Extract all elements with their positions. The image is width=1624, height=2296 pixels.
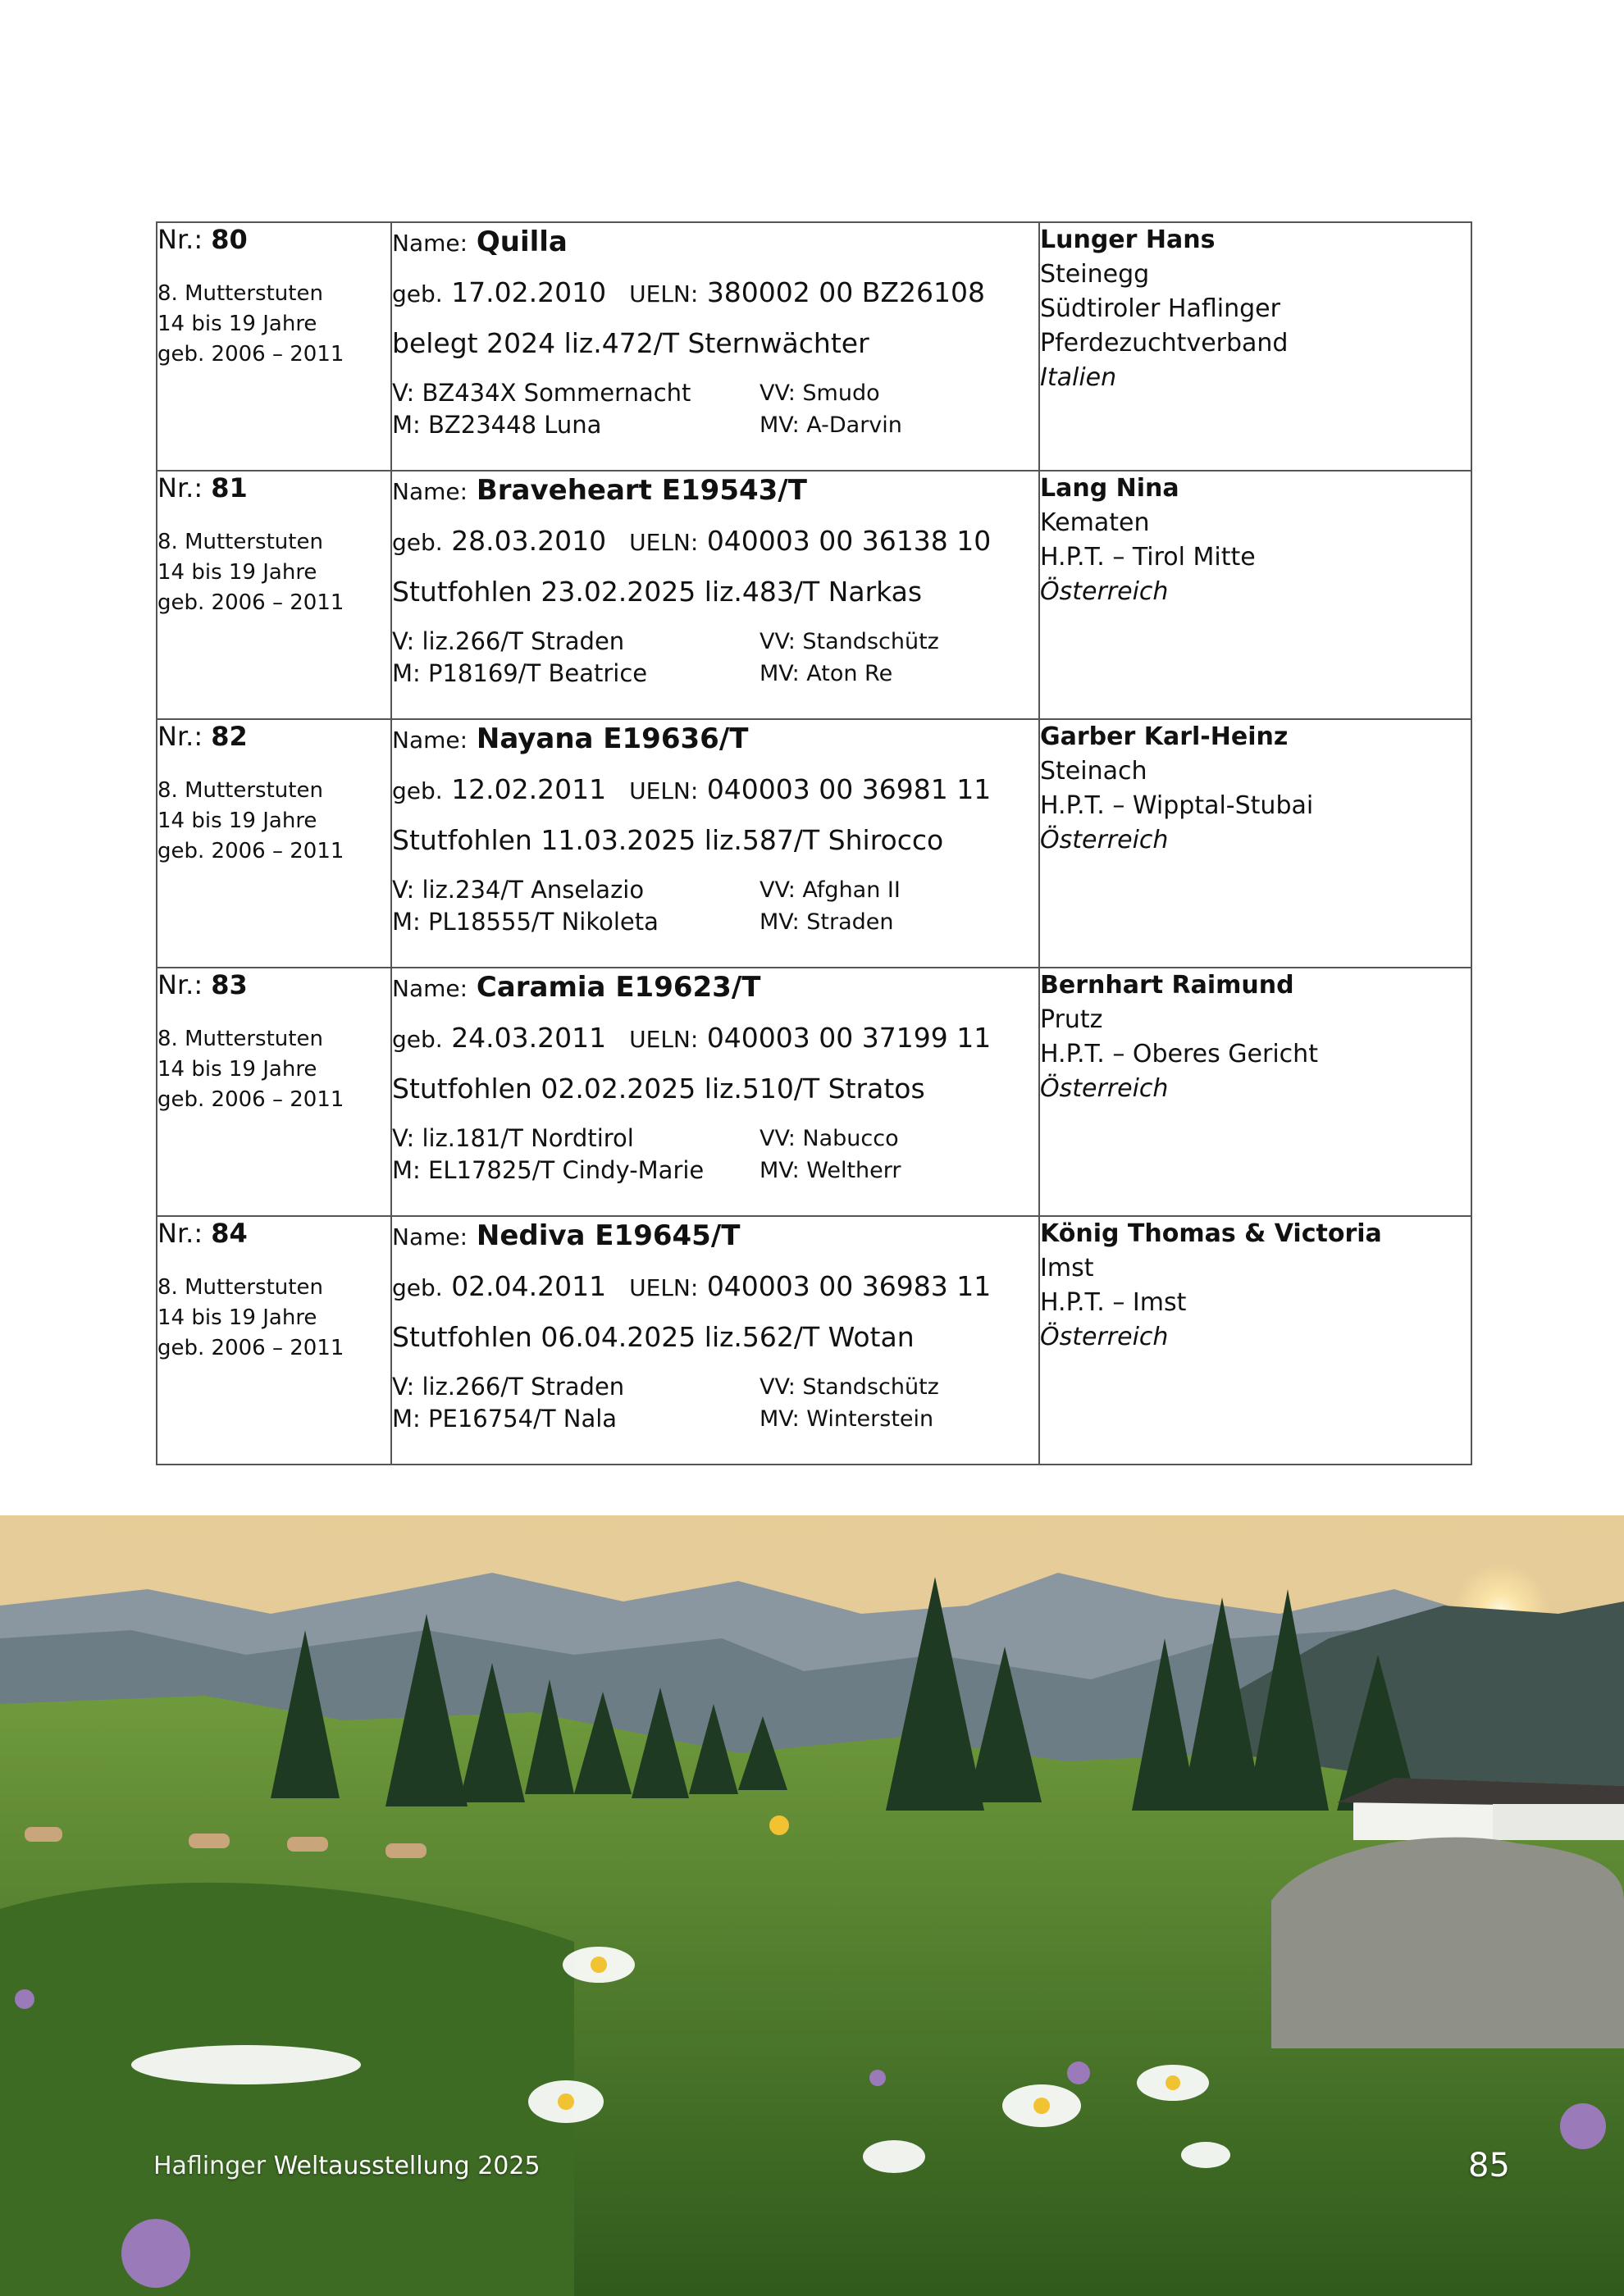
birth-date: 24.03.2011	[451, 1022, 607, 1054]
dam: M: P18169/T Beatrice	[392, 659, 648, 687]
sire-sire: VV: Standschütz	[760, 1374, 939, 1400]
class-line: geb. 2006 – 2011	[157, 1336, 344, 1360]
geb-label: geb.	[392, 529, 443, 556]
sire: V: liz.234/T Anselazio	[392, 876, 645, 904]
class-line: geb. 2006 – 2011	[157, 590, 344, 615]
owner-cell	[1039, 719, 1471, 968]
geb-label: geb.	[392, 1026, 443, 1053]
entry-number-cell	[157, 968, 391, 1216]
horse-name: Braveheart E19543/T	[476, 474, 807, 507]
class-line: geb. 2006 – 2011	[157, 839, 344, 863]
horse-details-cell	[391, 719, 1039, 968]
nr-label: Nr.:	[157, 721, 203, 752]
class-line: 8. Mutterstuten	[157, 1275, 323, 1300]
dam-sire: MV: Aton Re	[760, 661, 893, 686]
horse-name: Nediva E19645/T	[476, 1219, 741, 1252]
nr-label: Nr.:	[157, 969, 203, 1000]
owner-cell	[1039, 1216, 1471, 1465]
ueln-label: UELN:	[629, 280, 699, 308]
birth-date: 02.04.2011	[451, 1270, 607, 1302]
breeding-status: Stutfohlen 23.02.2025 liz.483/T Narkas	[392, 576, 923, 608]
geb-label: geb.	[392, 280, 443, 308]
entry-number	[157, 223, 390, 256]
horse-name-line	[392, 472, 1038, 511]
table-row	[157, 968, 1471, 1216]
dam: M: PL18555/T Nikoleta	[392, 908, 659, 936]
birth-ueln-line	[392, 522, 1038, 562]
class-line: 14 bis 19 Jahre	[157, 1057, 317, 1082]
entry-number	[157, 720, 390, 753]
ueln-number: 040003 00 36138 10	[706, 525, 992, 557]
sire-sire: VV: Smudo	[760, 380, 880, 406]
entry-class	[157, 279, 390, 370]
table-row	[157, 719, 1471, 968]
birth-ueln-line	[392, 274, 1038, 313]
ueln-label: UELN:	[629, 1274, 699, 1301]
class-line: geb. 2006 – 2011	[157, 342, 344, 367]
dam-sire: MV: Straden	[760, 909, 894, 935]
owner-address-line: H.P.T. – Tirol Mitte	[1040, 543, 1256, 572]
birth-date: 17.02.2010	[451, 276, 607, 308]
sire: V: liz.266/T Straden	[392, 627, 625, 655]
ueln-label: UELN:	[629, 777, 699, 804]
breeding-status: Stutfohlen 02.02.2025 liz.510/T Stratos	[392, 1073, 925, 1105]
class-line: 8. Mutterstuten	[157, 1027, 323, 1051]
pedigree	[392, 1371, 1038, 1435]
entry-class	[157, 1273, 390, 1364]
sire-sire: VV: Nabucco	[760, 1126, 899, 1151]
dam-sire: MV: A-Darvin	[760, 412, 902, 438]
ueln-number: 040003 00 37199 11	[706, 1022, 992, 1054]
sire-sire: VV: Afghan II	[760, 877, 901, 903]
class-line: 14 bis 19 Jahre	[157, 809, 317, 833]
pedigree	[392, 874, 1038, 938]
dam-sire: MV: Weltherr	[760, 1158, 901, 1183]
horse-details-cell	[391, 471, 1039, 719]
name-label: Name:	[392, 230, 468, 257]
entry-number-cell	[157, 471, 391, 719]
entry-class	[157, 527, 390, 618]
owner-country: Österreich	[1040, 1323, 1169, 1351]
geb-label: geb.	[392, 777, 443, 804]
horse-name: Quilla	[476, 226, 568, 258]
owner-country: Italien	[1040, 363, 1117, 392]
name-label: Name:	[392, 1223, 468, 1250]
breeding-status: belegt 2024 liz.472/T Sternwächter	[392, 327, 869, 359]
class-line: 14 bis 19 Jahre	[157, 312, 317, 336]
class-line: 8. Mutterstuten	[157, 530, 323, 554]
horse-name-line	[392, 1217, 1038, 1256]
owner-name: Bernhart Raimund	[1040, 971, 1294, 1000]
breeding-status: Stutfohlen 06.04.2025 liz.562/T Wotan	[392, 1321, 915, 1353]
ueln-label: UELN:	[629, 1026, 699, 1053]
birth-ueln-line	[392, 1019, 1038, 1059]
owner-address-line: H.P.T. – Wipptal-Stubai	[1040, 791, 1314, 820]
owner-name: Lang Nina	[1040, 474, 1179, 503]
birth-ueln-line	[392, 1268, 1038, 1307]
table-row	[157, 1216, 1471, 1465]
birth-date: 28.03.2010	[451, 525, 607, 557]
nr-value: 81	[211, 472, 248, 503]
breeding-status: Stutfohlen 11.03.2025 liz.587/T Shirocco	[392, 824, 944, 856]
dam-sire: MV: Winterstein	[760, 1406, 934, 1432]
ueln-number: 040003 00 36981 11	[706, 773, 992, 805]
nr-value: 84	[211, 1218, 248, 1249]
dam: M: EL17825/T Cindy-Marie	[392, 1156, 705, 1184]
catalog-table	[156, 221, 1472, 1465]
pedigree	[392, 377, 1038, 441]
owner-cell	[1039, 968, 1471, 1216]
entry-class	[157, 1024, 390, 1115]
owner-name: König Thomas & Victoria	[1040, 1219, 1382, 1248]
owner-address-line: Steinach	[1040, 757, 1147, 786]
ueln-label: UELN:	[629, 529, 699, 556]
owner-country: Österreich	[1040, 577, 1169, 606]
nr-value: 82	[211, 721, 248, 752]
owner-address-line: Pferdezuchtverband	[1040, 329, 1289, 358]
class-line: 8. Mutterstuten	[157, 281, 323, 306]
nr-label: Nr.:	[157, 1218, 203, 1249]
table-row	[157, 222, 1471, 471]
owner-cell	[1039, 471, 1471, 719]
owner-country: Österreich	[1040, 1074, 1169, 1103]
horse-name-line	[392, 968, 1038, 1008]
class-line: 14 bis 19 Jahre	[157, 1305, 317, 1330]
sire: V: BZ434X Sommernacht	[392, 379, 691, 407]
nr-value: 83	[211, 969, 248, 1000]
entry-number	[157, 1217, 390, 1250]
horse-name-line	[392, 223, 1038, 262]
pedigree	[392, 1123, 1038, 1187]
owner-address-line: Prutz	[1040, 1005, 1103, 1034]
nr-label: Nr.:	[157, 224, 203, 255]
footer-title: Weltausstellung 2025	[273, 2152, 541, 2180]
owner-name: Lunger Hans	[1040, 226, 1216, 254]
sire: V: liz.181/T Nordtirol	[392, 1124, 634, 1152]
pedigree	[392, 626, 1038, 690]
name-label: Name:	[392, 478, 468, 505]
owner-address-line: Imst	[1040, 1254, 1094, 1282]
birth-ueln-line	[392, 771, 1038, 810]
footer-brand: Haflinger	[153, 2152, 267, 2180]
horse-name-line	[392, 720, 1038, 759]
birth-date: 12.02.2011	[451, 773, 607, 805]
nr-label: Nr.:	[157, 472, 203, 503]
sire: V: liz.266/T Straden	[392, 1373, 625, 1401]
class-line: 8. Mutterstuten	[157, 778, 323, 803]
class-line: 14 bis 19 Jahre	[157, 560, 317, 585]
owner-address-line: H.P.T. – Imst	[1040, 1288, 1187, 1317]
page-number: 85	[1468, 2147, 1510, 2184]
owner-address-line: Südtiroler Haflinger	[1040, 294, 1280, 323]
entry-number-cell	[157, 1216, 391, 1465]
farmhouse	[1353, 1801, 1493, 1840]
footer-publication-title	[153, 2152, 541, 2180]
dam: M: PE16754/T Nala	[392, 1405, 618, 1433]
sire-sire: VV: Standschütz	[760, 629, 939, 654]
owner-address-line: Kematen	[1040, 508, 1150, 537]
owner-cell	[1039, 222, 1471, 471]
owner-address-line: Steinegg	[1040, 260, 1150, 289]
owner-country: Österreich	[1040, 826, 1169, 854]
horse-details-cell	[391, 968, 1039, 1216]
horse-details-cell	[391, 1216, 1039, 1465]
entry-number	[157, 968, 390, 1001]
entry-number-cell	[157, 222, 391, 471]
name-label: Name:	[392, 975, 468, 1002]
geb-label: geb.	[392, 1274, 443, 1301]
horse-name: Nayana E19636/T	[476, 722, 749, 755]
table-row	[157, 471, 1471, 719]
entry-number-cell	[157, 719, 391, 968]
ueln-number: 380002 00 BZ26108	[706, 276, 985, 308]
entry-class	[157, 776, 390, 867]
nr-value: 80	[211, 224, 248, 255]
owner-address-line: H.P.T. – Oberes Gericht	[1040, 1040, 1318, 1068]
ueln-number: 040003 00 36983 11	[706, 1270, 992, 1302]
dam: M: BZ23448 Luna	[392, 411, 602, 439]
horse-name: Caramia E19623/T	[476, 971, 761, 1004]
name-label: Name:	[392, 727, 468, 754]
class-line: geb. 2006 – 2011	[157, 1087, 344, 1112]
horse-details-cell	[391, 222, 1039, 471]
entry-number	[157, 472, 390, 504]
owner-name: Garber Karl-Heinz	[1040, 722, 1289, 751]
